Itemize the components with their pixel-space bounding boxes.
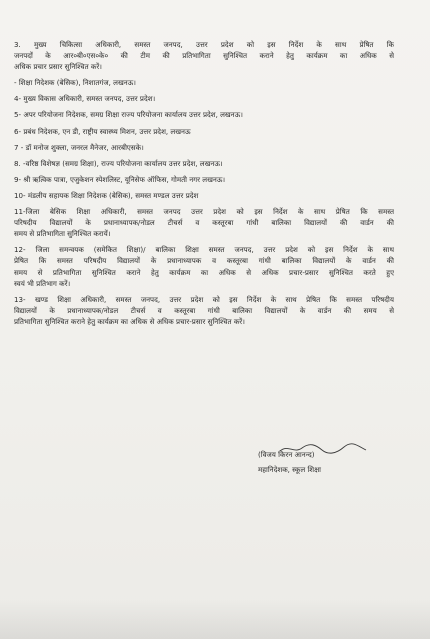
- item-6-line: 6- प्रबंध निदेशक, एन डी, राष्ट्रीय स्वास्थ्य मिशन, उत्तर प्रदेश, लखनऊ: [14, 126, 191, 136]
- page-bottom-shadow: [0, 600, 430, 639]
- item-3: [14, 39, 394, 72]
- item-9-line: 9- श्री ऋत्विक पात्रा, एजुकेशन स्पेशलिस्ट, यूनिसेफ ऑफिस, गोमती नगर लखनऊ।: [14, 174, 226, 184]
- item-11-line-1: 11-जिला बेसिक शिक्षा अधिकारी, समस्त जनपद उत्तर प्रदेश को इस निर्देश के साथ प्रेषित कि समस्त: [14, 207, 394, 217]
- item-13: [14, 294, 394, 327]
- item-12-line-1: 12- जिला समन्वयक (समेकित शिक्षा)/ बालिका शिक्षा समस्त जनपद, उत्तर प्रदेश को इस निर्देश के साथ: [14, 245, 394, 255]
- item-5: [14, 109, 394, 120]
- item-4: [14, 93, 394, 104]
- item-12-line-2: प्रेषित कि समस्त परिषदीय विद्यालयों के प्रधानाध्यापक व कस्तूरबा गांधी बालिका विद्यालयों के वार्डन की: [14, 256, 394, 266]
- item-3-line-2: जनपदों के आर०बी०एस०के० की टीम की प्रतिभागिता सुनिश्चित कराने हेतु कार्यक्रम का अधिक से: [14, 51, 394, 61]
- item-12-line-4: स्वयं भी प्रतिभाग करें।: [14, 278, 71, 288]
- item-10: [14, 190, 394, 201]
- signatory-designation: महानिदेशक, स्कूल शिक्षा: [258, 465, 322, 474]
- item-10-line: 10- मंडलीय सहायक शिक्षा निदेशक (बेसिक), समस्त मण्डल उत्तर प्रदेश: [14, 190, 199, 200]
- signatory-name: (विजय किरन आनन्द): [258, 450, 315, 459]
- item-11-line-3: समय से प्रतिभागिता सुनिश्चित करायें।: [14, 229, 111, 239]
- item-4-line: 4- मुख्य विकास अधिकारी, समस्त जनपद, उत्तर प्रदेश।: [14, 94, 156, 104]
- item-3-line-3: अधिक प्रचार प्रसार सुनिश्चित करें।: [14, 62, 102, 72]
- item-director-line: - शिक्षा निदेशक (बेसिक), निशातगंज, लखनऊ।: [14, 78, 136, 88]
- document-body: [14, 39, 394, 332]
- item-7-line: 7 - डॉ मनोज शुक्ला, जनरल मैनेजर, आरबीएसके।: [14, 142, 144, 152]
- item-13-line-2: विद्यालयों के प्रधानाध्यापक/नोडल टीचर्स व कस्तूरबा गांधी बालिका विद्यालयों के वार्डन की समय से: [14, 305, 394, 315]
- item-5-line: 5- अपर परियोजना निदेशक, समग्र शिक्षा राज्य परियोजना कार्यालय उत्तर प्रदेश, लखनऊ।: [14, 110, 243, 120]
- item-12: [14, 244, 394, 288]
- item-12-line-3: समय से प्रतिभागिता सुनिश्चित कराने हेतु कार्यक्रम का अधिक से अधिक प्रचार-प्रसार सुनिश्चित करते हुए: [14, 267, 394, 277]
- item-13-line-3: प्रतिभागिता सुनिश्चित कराने हेतु कार्यक्रम का अधिक से अधिक प्रचार-प्रसार सुनिश्चित करें।: [14, 316, 245, 326]
- item-8-line: 8. -वरिष्ठ विशेषज्ञ (समग्र शिक्षा), राज्य परियोजना कार्यालय उत्तर प्रदेश, लखनऊ।: [14, 158, 223, 168]
- item-8: [14, 158, 394, 169]
- item-6: [14, 126, 394, 137]
- item-director: [14, 77, 394, 88]
- item-3-line-1: 3. मुख्य चिकित्सा अधिकारी, समस्त जनपद, उत्तर प्रदेश को इस निर्देश के साथ प्रेषित कि: [14, 40, 394, 49]
- item-11: [14, 206, 394, 239]
- item-9: [14, 174, 394, 185]
- item-7: [14, 142, 394, 153]
- item-13-line-1: 13- खण्ड शिक्षा अधिकारी, समस्त जनपद, उत्तर प्रदेश को इस निर्देश के साथ प्रेषित कि समस्त परिषदीय: [14, 294, 394, 304]
- item-11-line-2: परिषदीय विद्यालयों के प्रधानाध्यापक/नोडल टीचर्स व कस्तूरबा गांधी बालिका विद्यालयों की वार्डन की: [14, 218, 394, 228]
